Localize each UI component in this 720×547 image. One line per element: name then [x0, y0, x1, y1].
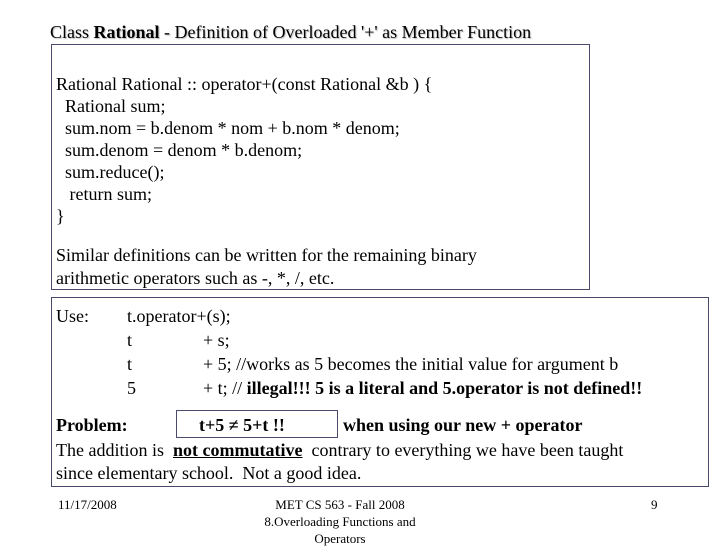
code-line: sum.nom = b.denom * nom + b.nom * denom;	[56, 118, 400, 138]
footer-center	[240, 496, 440, 547]
use-row-bold: illegal!!! 5 is a literal and 5.operator is not defined!!	[246, 378, 643, 398]
use-row-right: + 5; //works as 5 becomes the initial value for argument b	[203, 354, 619, 374]
code-line: return sum;	[56, 184, 152, 204]
code-line: sum.reduce();	[56, 162, 165, 182]
code-line: Rational sum;	[56, 96, 166, 116]
footer-topic: 8.Overloading Functions and	[264, 514, 416, 529]
use-row-left: t	[127, 354, 133, 374]
problem-after-text: when using our new + operator	[343, 415, 583, 435]
note-line: arithmetic operators such as -, *, /, etc.	[56, 268, 335, 288]
problem-label	[56, 414, 128, 436]
line2-emph: not commutative	[172, 440, 303, 460]
use-label: Use:	[56, 306, 89, 326]
use-row-left: 5	[127, 378, 136, 398]
line2-post: contrary to everything we have been taught	[306, 440, 624, 460]
note	[56, 244, 477, 290]
problem-formula	[199, 414, 285, 436]
title-prefix: Class	[50, 22, 94, 42]
slide-title	[50, 22, 531, 43]
use-row-right	[203, 377, 642, 399]
note-line: Similar definitions can be written for the remaining binary	[56, 245, 477, 265]
formula-text: t+5 ≠ 5+t !!	[199, 415, 285, 435]
problem-label-text: Problem:	[56, 415, 128, 435]
code-line: sum.denom = denom * b.denom;	[56, 140, 303, 160]
footer-topic-cont: Operators	[314, 531, 366, 546]
use-row-left: t	[127, 330, 133, 350]
code-block	[56, 51, 432, 227]
use-row-left: t.operator+(s);	[127, 306, 231, 326]
title-rest: - Definition of Overloaded '+' as Member Function	[159, 22, 532, 42]
footer-date: 11/17/2008	[58, 497, 117, 512]
problem-line3: since elementary school. Not a good idea.	[56, 463, 362, 483]
use-row-right: + s;	[203, 330, 230, 350]
problem-after	[343, 414, 582, 436]
problem-line2	[56, 439, 623, 461]
line2-pre: The addition is	[56, 440, 169, 460]
code-line: Rational Rational :: operator+(const Rational &b ) {	[56, 74, 433, 94]
footer-course: MET CS 563 - Fall 2008	[275, 497, 405, 512]
title-bold: Rational	[93, 22, 160, 42]
page-number: 9	[651, 497, 658, 512]
use-row-code: + t; //	[203, 378, 247, 398]
code-line: }	[56, 206, 65, 226]
